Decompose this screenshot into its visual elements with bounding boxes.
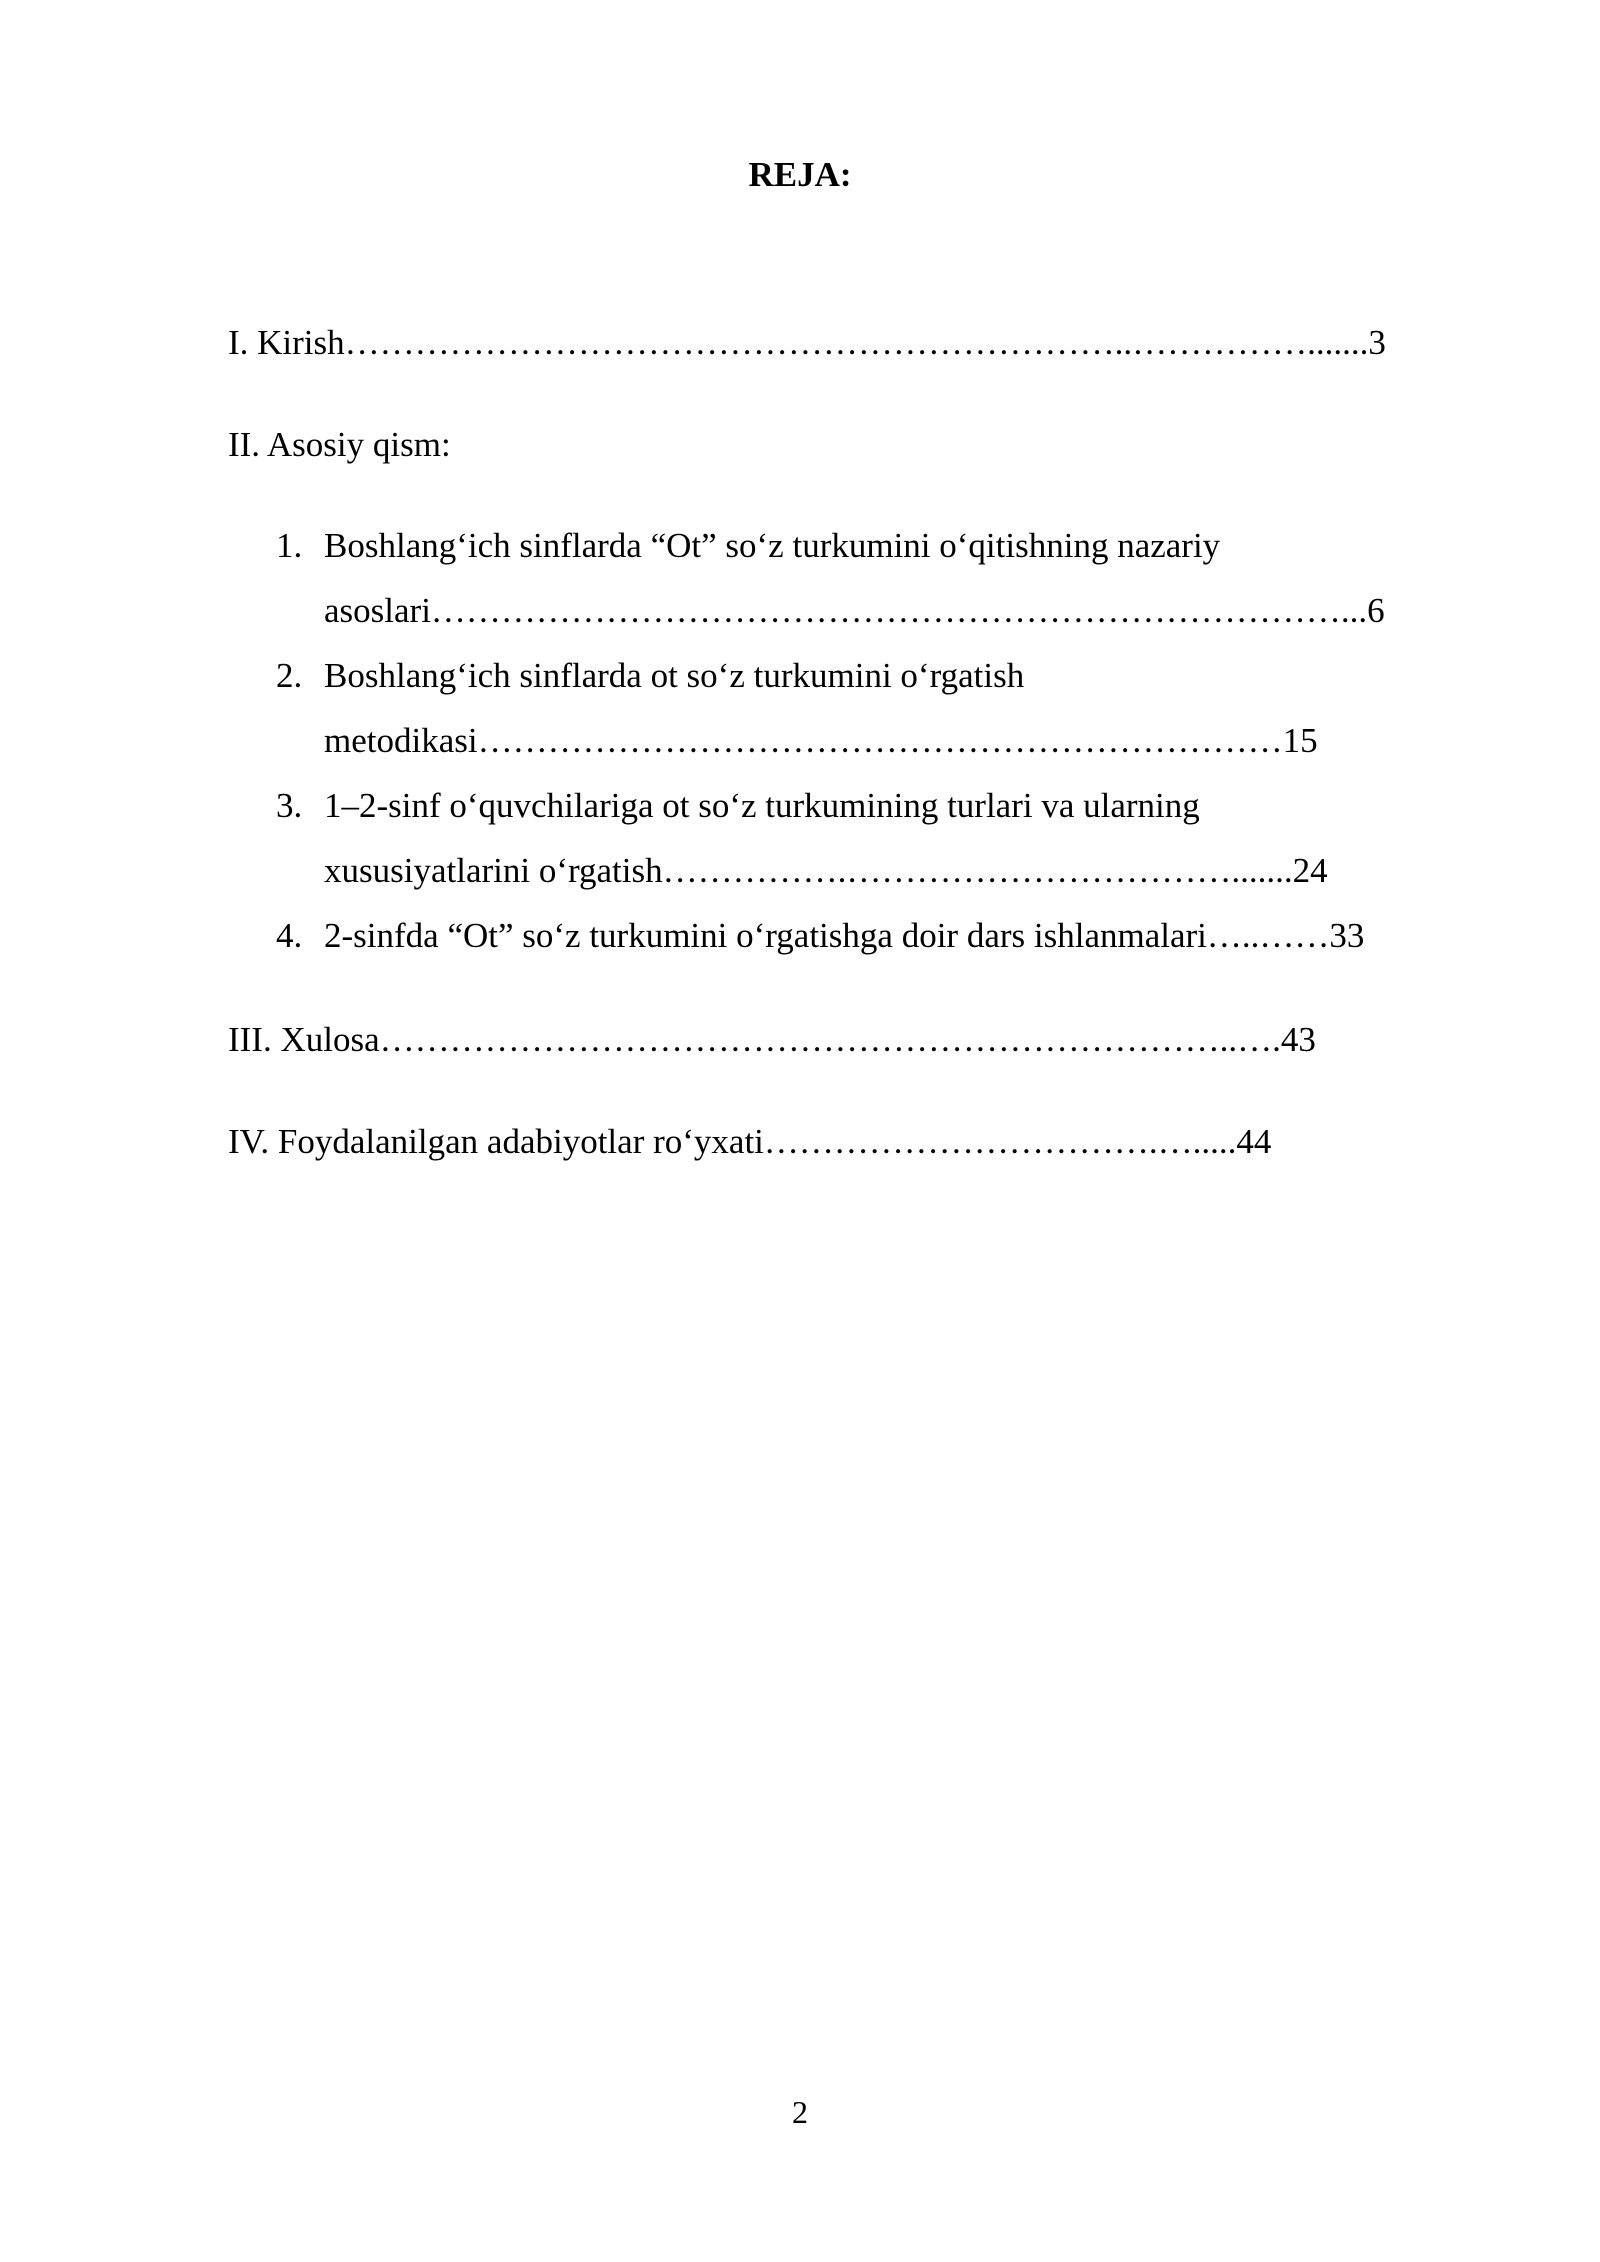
toc-item-number: 2. [276, 656, 303, 695]
toc-entry-xulosa: III. Xulosa………………………………………………………………..….43 [228, 1020, 1316, 1059]
toc-item-number: 3. [276, 786, 303, 825]
page-number: 2 [792, 2094, 808, 2130]
toc-entry-kirish: I. Kirish…………………………………………………………..…………….......3 [228, 323, 1386, 362]
toc-item-3-line1: 1–2-sinf o‘quvchilariga ot so‘z turkumining turlari va ularning [324, 786, 1200, 825]
toc-item-1-line1: Boshlang‘ich sinflarda “Ot” so‘z turkumini o‘qitishning nazariy [324, 526, 1221, 565]
toc-item-4-line1: 2-sinfda “Ot” so‘z turkumini o‘rgatishga doir dars ishlanmalari…..……33 [324, 916, 1365, 955]
toc-entry-adabiyotlar: IV. Foydalanilgan adabiyotlar ro‘yxati…………………………….….....44 [228, 1122, 1272, 1161]
toc-entry-asosiy-qism: II. Asosiy qism: [228, 425, 451, 464]
toc-item-1-line2: asoslari……………………………………………………………………...6 [324, 591, 1385, 630]
page-title: REJA: [748, 155, 852, 194]
toc-item-number: 4. [276, 916, 303, 955]
toc-item-2-line2: metodikasi……………………………………………………………15 [324, 721, 1318, 760]
toc-item-number: 1. [276, 526, 303, 565]
toc-item-3-line2: xususiyatlarini o‘rgatish…………….…………………………….......24 [324, 851, 1328, 890]
toc-item-2-line1: Boshlang‘ich sinflarda ot so‘z turkumini o‘rgatish [324, 656, 1025, 695]
